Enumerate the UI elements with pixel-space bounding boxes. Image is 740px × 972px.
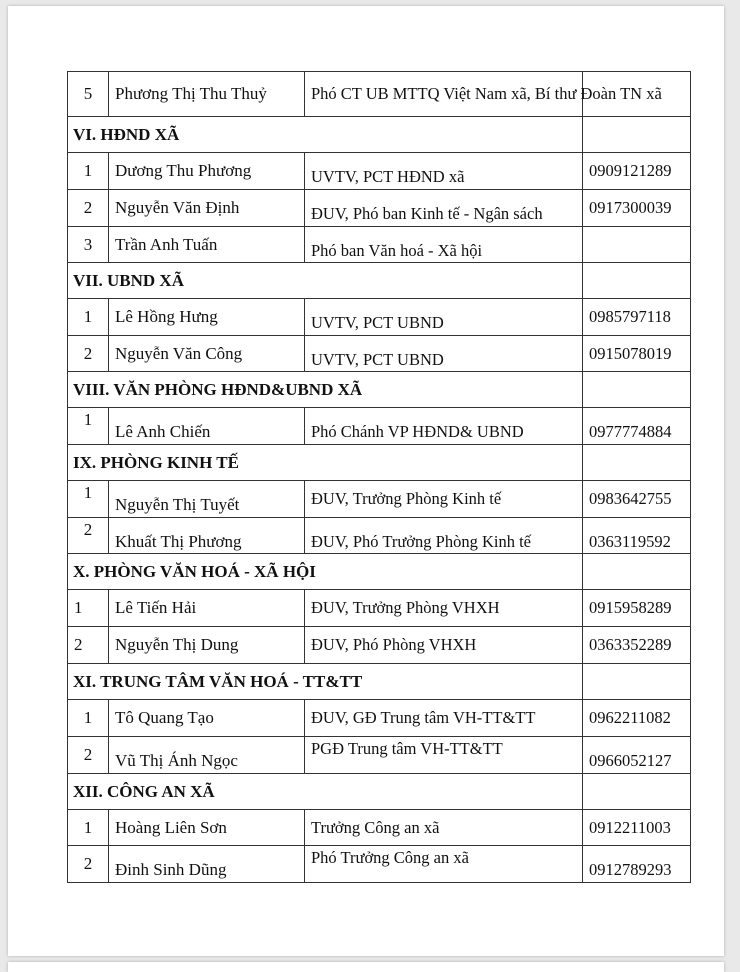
phone-number xyxy=(583,227,691,263)
section-title: VIII. VĂN PHÒNG HĐND&UBND XÃ xyxy=(68,372,583,408)
person-role: UVTV, PCT HĐND xã xyxy=(311,167,465,186)
person-role: ĐUV, GĐ Trung tâm VH-TT&TT xyxy=(305,700,583,737)
row-number: 2 xyxy=(68,336,109,372)
person-name: Trần Anh Tuấn xyxy=(109,227,305,263)
section-row xyxy=(68,664,691,700)
person-role: ĐUV, Phó ban Kinh tế - Ngân sách xyxy=(311,204,543,223)
phone-number: 0363119592 xyxy=(589,531,671,551)
person-role: Phó ban Văn hoá - Xã hội xyxy=(311,240,483,260)
person-name: Lê Hồng Hưng xyxy=(109,299,305,336)
section-title: IX. PHÒNG KINH TẾ xyxy=(68,445,583,481)
person-role: ĐUV, Phó Phòng VHXH xyxy=(305,627,583,664)
person-name: Vũ Thị Ánh Ngọc xyxy=(115,751,238,770)
table-row xyxy=(68,72,691,117)
table-row xyxy=(68,299,691,336)
person-role: PGĐ Trung tâm VH-TT&TT xyxy=(311,739,503,758)
empty-cell xyxy=(583,664,691,700)
row-number: 2 xyxy=(68,627,109,664)
table-row xyxy=(68,408,691,445)
person-role: UVTV, PCT UBND xyxy=(311,349,444,369)
person-name: Nguyễn Văn Định xyxy=(109,190,305,227)
phone-number: 0966052127 xyxy=(589,751,672,770)
person-name: Nguyễn Thị Dung xyxy=(109,627,305,664)
phone-number: 0983642755 xyxy=(583,481,691,518)
person-name: Hoàng Liên Sơn xyxy=(109,810,305,846)
person-role: Phó Chánh VP HĐND& UBND xyxy=(311,422,524,441)
table-row xyxy=(68,190,691,227)
section-row xyxy=(68,117,691,153)
phone-number: 0985797118 xyxy=(583,299,691,336)
section-title: XII. CÔNG AN XÃ xyxy=(68,774,583,810)
person-role: ĐUV, Trưởng Phòng Kinh tế xyxy=(305,481,583,518)
row-number: 1 xyxy=(68,299,109,336)
phone-number: 0363352289 xyxy=(583,627,691,664)
empty-cell xyxy=(583,263,691,299)
phone-number: 0909121289 xyxy=(583,153,691,190)
row-number: 2 xyxy=(68,190,109,227)
row-number: 2 xyxy=(68,846,109,883)
person-name: Đinh Sinh Dũng xyxy=(115,860,227,879)
table-row xyxy=(68,590,691,627)
person-name: Phương Thị Thu Thuỷ xyxy=(109,72,305,117)
phone-number: 0962211082 xyxy=(583,700,691,737)
section-title: VII. UBND XÃ xyxy=(68,263,583,299)
section-row xyxy=(68,372,691,408)
row-number: 2 xyxy=(83,519,93,539)
table-row xyxy=(68,810,691,846)
empty-cell xyxy=(583,117,691,153)
row-number: 2 xyxy=(68,737,109,774)
phone-number: 0917300039 xyxy=(583,190,691,227)
section-title: VI. HĐND XÃ xyxy=(68,117,583,153)
phone-number: 0915078019 xyxy=(583,336,691,372)
table-row xyxy=(68,481,691,518)
section-row xyxy=(68,263,691,299)
row-number: 5 xyxy=(68,72,109,117)
table-row xyxy=(68,227,691,263)
person-role: Phó CT UB MTTQ Việt Nam xã, Bí thư Đoàn TN xã xyxy=(305,72,583,117)
row-number: 1 xyxy=(68,590,109,627)
empty-cell xyxy=(583,445,691,481)
row-number: 1 xyxy=(68,153,109,190)
row-number: 1 xyxy=(83,410,93,429)
row-number: 1 xyxy=(83,483,93,502)
person-name: Lê Tiến Hải xyxy=(109,590,305,627)
next-page-edge xyxy=(8,962,724,972)
row-number: 1 xyxy=(68,810,109,846)
person-name: Tô Quang Tạo xyxy=(109,700,305,737)
person-role: ĐUV, Trưởng Phòng VHXH xyxy=(305,590,583,627)
table-row xyxy=(68,336,691,372)
row-number: 3 xyxy=(68,227,109,263)
table-row xyxy=(68,700,691,737)
person-name: Nguyễn Văn Công xyxy=(109,336,305,372)
section-row xyxy=(68,554,691,590)
person-name: Khuất Thị Phương xyxy=(115,531,242,551)
empty-cell xyxy=(583,774,691,810)
table-row xyxy=(68,846,691,883)
section-title: XI. TRUNG TÂM VĂN HOÁ - TT&TT xyxy=(68,664,583,700)
section-row xyxy=(68,445,691,481)
empty-cell xyxy=(583,554,691,590)
section-title: X. PHÒNG VĂN HOÁ - XÃ HỘI xyxy=(68,554,583,590)
person-role: Phó Trưởng Công an xã xyxy=(311,848,469,867)
person-role: UVTV, PCT UBND xyxy=(311,313,444,332)
person-name: Nguyễn Thị Tuyết xyxy=(115,495,240,514)
row-number: 1 xyxy=(68,700,109,737)
table-row xyxy=(68,153,691,190)
personnel-table xyxy=(67,71,691,883)
empty-cell xyxy=(583,372,691,408)
section-row xyxy=(68,774,691,810)
phone-number: 0915958289 xyxy=(583,590,691,627)
phone-number: 0912211003 xyxy=(583,810,691,846)
table-row xyxy=(68,518,691,554)
person-name: Lê Anh Chiến xyxy=(115,422,211,441)
person-name: Dương Thu Phương xyxy=(109,153,305,190)
phone-number: 0912789293 xyxy=(589,860,672,879)
phone-number: 0977774884 xyxy=(589,422,672,441)
person-role: ĐUV, Phó Trưởng Phòng Kinh tế xyxy=(311,531,531,551)
person-role: Trưởng Công an xã xyxy=(305,810,583,846)
table-row xyxy=(68,627,691,664)
table-row xyxy=(68,737,691,774)
